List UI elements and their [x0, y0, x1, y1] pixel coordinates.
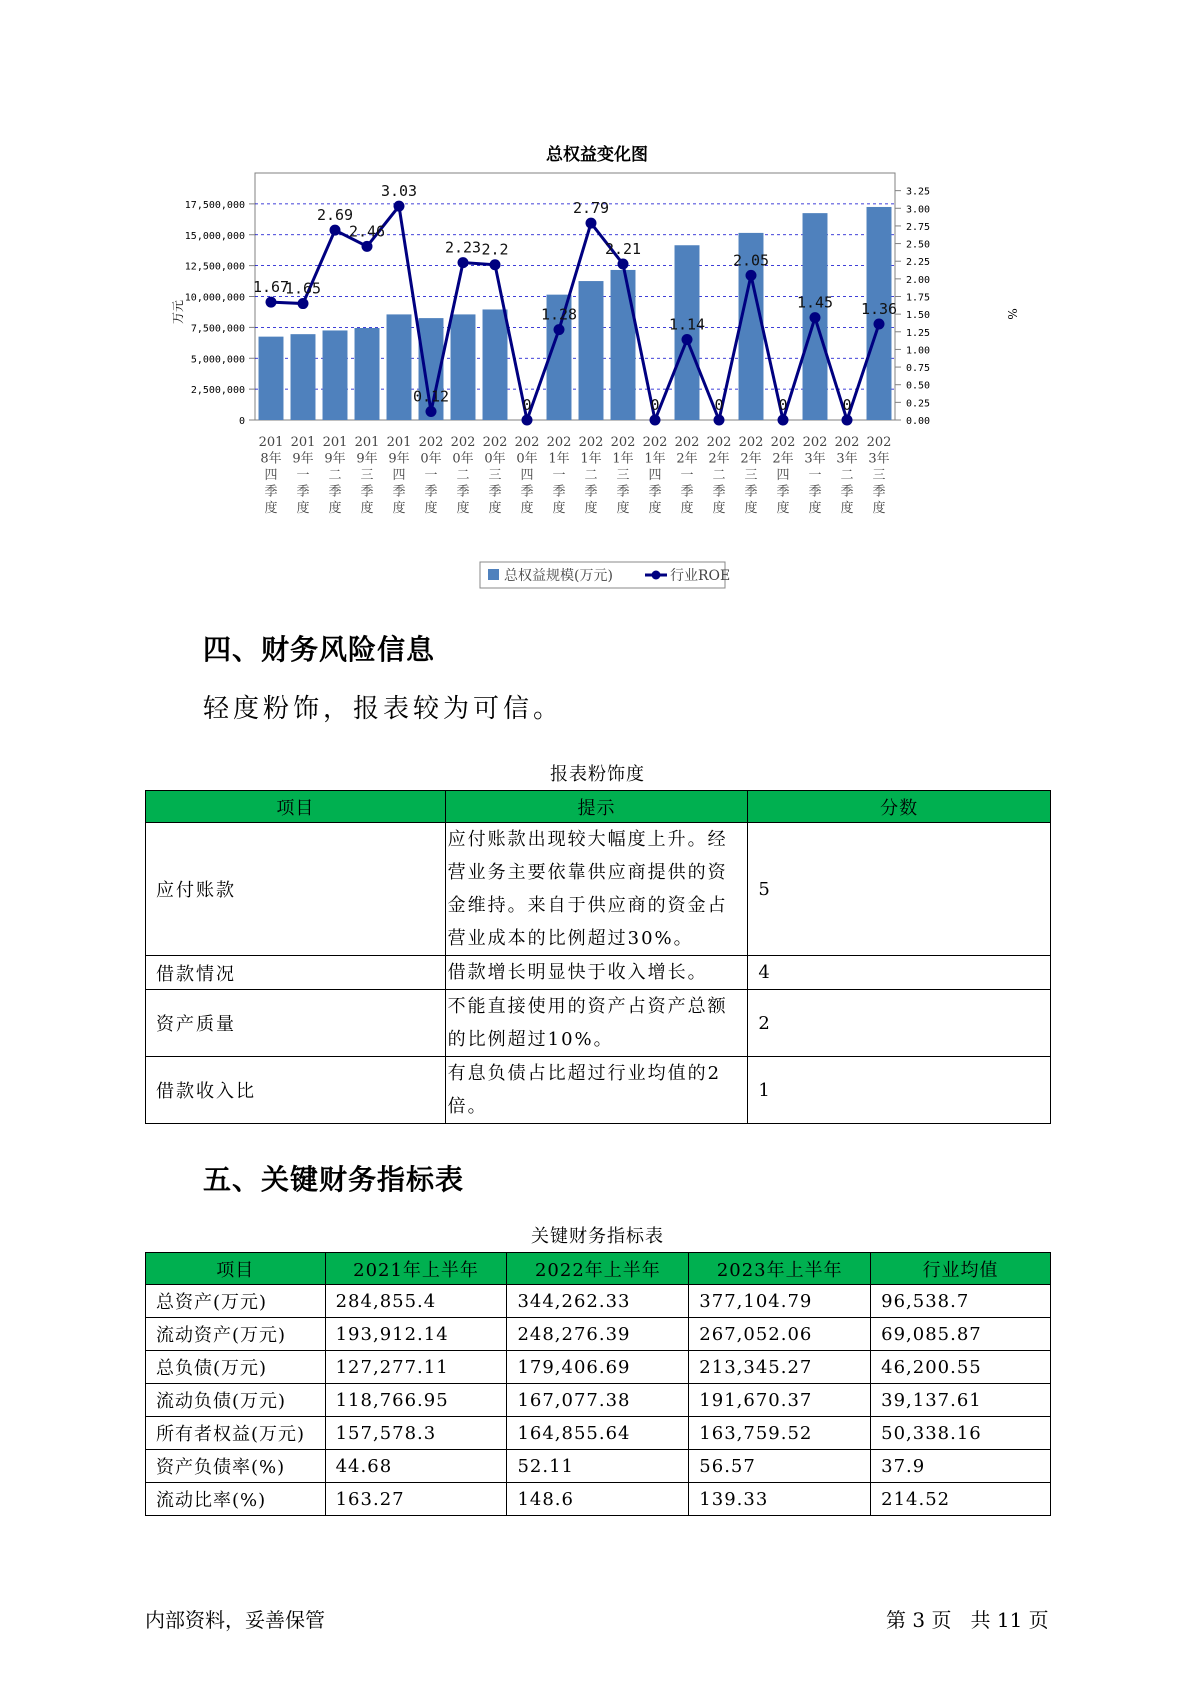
- roe-point: [746, 270, 757, 281]
- x-tick-label: 0年: [484, 451, 506, 467]
- roe-point: [842, 415, 853, 426]
- roe-data-label: 2.79: [572, 199, 610, 218]
- metric-value-cell: 44.68: [325, 1450, 507, 1483]
- x-tick-label: 2年: [740, 451, 762, 467]
- x-tick-label: 度: [616, 501, 630, 516]
- x-tick-label: 季: [296, 484, 310, 500]
- x-tick-label: 202: [482, 435, 508, 450]
- metric-value-cell: 96,538.7: [871, 1285, 1051, 1318]
- metric-value-cell: 284,855.4: [325, 1285, 507, 1318]
- y-right-tick-label: 2.75: [906, 221, 931, 233]
- x-tick-label: 202: [834, 435, 860, 450]
- equity-bar: [579, 281, 604, 420]
- x-tick-label: 度: [488, 501, 502, 516]
- metric-value-cell: 193,912.14: [325, 1318, 507, 1351]
- x-tick-label: 度: [424, 501, 438, 516]
- x-tick-label: 0年: [452, 451, 474, 467]
- x-tick-label: 季: [264, 484, 278, 500]
- x-tick-label: 季: [616, 484, 630, 500]
- metric-value-cell: 118,766.95: [325, 1384, 507, 1417]
- roe-point: [714, 415, 725, 426]
- x-tick-label: 季: [456, 484, 470, 500]
- roe-data-label: 2.69: [316, 206, 354, 225]
- x-tick-label: 度: [552, 501, 566, 516]
- x-tick-label: 三: [360, 468, 374, 483]
- metric-name-cell: 总负债(万元): [146, 1351, 326, 1384]
- metric-value-cell: 167,077.38: [507, 1384, 689, 1417]
- table-row: [146, 823, 1051, 956]
- metric-value-cell: 344,262.33: [507, 1285, 689, 1318]
- risk-item: 资产质量: [146, 990, 446, 1057]
- roe-point: [266, 297, 277, 308]
- equity-bar: [291, 334, 316, 420]
- y-right-tick-label: 1.25: [906, 327, 931, 339]
- roe-point: [330, 225, 341, 236]
- x-tick-label: 度: [744, 501, 758, 516]
- roe-data-label: 1.36: [860, 300, 898, 319]
- y-left-axis-title: 万元: [171, 299, 185, 325]
- roe-point: [810, 312, 821, 323]
- roe-point: [426, 406, 437, 417]
- equity-bar: [483, 309, 508, 420]
- risk-item: 借款情况: [146, 956, 446, 990]
- metric-value-cell: 50,338.16: [871, 1417, 1051, 1450]
- x-tick-label: 度: [808, 501, 822, 516]
- metric-value-cell: 191,670.37: [689, 1384, 871, 1417]
- x-tick-label: 四: [520, 468, 534, 483]
- x-tick-label: 201: [386, 435, 412, 450]
- x-tick-label: 度: [264, 501, 278, 516]
- roe-data-label: 3.03: [380, 182, 418, 201]
- roe-point: [618, 259, 629, 270]
- risk-hint: 借款增长明显快于收入增长。: [445, 956, 748, 990]
- y-right-axis-title: %: [1005, 308, 1019, 320]
- y-right-tick-label: 3.25: [906, 186, 931, 198]
- table-row: [146, 1285, 1051, 1318]
- key-header: 项目: [146, 1253, 326, 1285]
- x-tick-label: 季: [840, 484, 854, 500]
- x-tick-label: 度: [296, 501, 310, 516]
- metric-value-cell: 214.52: [871, 1483, 1051, 1516]
- x-tick-label: 三: [616, 468, 630, 483]
- x-tick-label: 1年: [612, 451, 634, 467]
- roe-point: [650, 415, 661, 426]
- y-right-tick-label: 1.75: [906, 292, 931, 304]
- x-tick-label: 度: [712, 501, 726, 516]
- x-tick-label: 四: [648, 468, 662, 483]
- key-header: 2023年上半年: [689, 1253, 871, 1285]
- metric-name-cell: 流动负债(万元): [146, 1384, 326, 1417]
- x-tick-label: 202: [738, 435, 764, 450]
- equity-bar: [259, 337, 284, 420]
- x-tick-label: 202: [706, 435, 732, 450]
- x-tick-label: 1年: [580, 451, 602, 467]
- x-tick-label: 201: [322, 435, 348, 450]
- equity-bar: [323, 330, 348, 420]
- legend-bar-label: 总权益规模(万元): [504, 568, 613, 584]
- risk-hint: 应付账款出现较大幅度上升。经营业务主要依靠供应商提供的资金维持。来自于供应商的资金占营业成本的比例超过30%。: [445, 823, 748, 956]
- roe-data-label: 2.05: [732, 251, 770, 270]
- table-row: [146, 1318, 1051, 1351]
- metric-value-cell: 267,052.06: [689, 1318, 871, 1351]
- x-tick-label: 1年: [548, 451, 570, 467]
- x-tick-label: 度: [328, 501, 342, 516]
- x-tick-label: 一: [808, 468, 822, 483]
- y-right-tick-label: 2.25: [906, 257, 931, 269]
- x-tick-label: 度: [872, 501, 886, 516]
- metric-name-cell: 流动资产(万元): [146, 1318, 326, 1351]
- metric-value-cell: 127,277.11: [325, 1351, 507, 1384]
- x-tick-label: 季: [680, 484, 694, 500]
- x-tick-label: 201: [290, 435, 316, 450]
- y-right-tick-label: 0.50: [906, 380, 931, 392]
- roe-point: [586, 218, 597, 229]
- y-left-tick-label: 15,000,000: [184, 230, 245, 242]
- risk-score: 1: [748, 1057, 1051, 1124]
- x-tick-label: 3年: [868, 451, 890, 467]
- legend-line-label: 行业ROE: [670, 568, 731, 584]
- x-tick-label: 季: [552, 484, 566, 500]
- metric-value-cell: 248,276.39: [507, 1318, 689, 1351]
- x-tick-label: 0年: [516, 451, 538, 467]
- roe-data-label: 0: [522, 396, 532, 414]
- metric-value-cell: 148.6: [507, 1483, 689, 1516]
- x-tick-label: 度: [648, 501, 662, 516]
- x-tick-label: 二: [584, 468, 598, 483]
- y-left-tick-label: 5,000,000: [190, 354, 245, 366]
- section4-paragraph: 轻度粉饰，报表较为可信。: [203, 694, 564, 724]
- key-table-header-row: [146, 1253, 1051, 1285]
- section5-heading: 五、关键财务指标表: [203, 1163, 465, 1196]
- risk-header-item: 项目: [146, 791, 446, 823]
- x-tick-label: 度: [520, 501, 534, 516]
- x-tick-label: 3年: [836, 451, 858, 467]
- roe-data-label: 1.45: [796, 293, 834, 312]
- metric-name-cell: 所有者权益(万元): [146, 1417, 326, 1450]
- x-tick-label: 季: [584, 484, 598, 500]
- x-tick-label: 9年: [292, 451, 314, 467]
- equity-chart-svg: [0, 0, 1191, 600]
- metric-value-cell: 163,759.52: [689, 1417, 871, 1450]
- x-tick-label: 202: [642, 435, 668, 450]
- x-tick-label: 2年: [676, 451, 698, 467]
- x-tick-label: 2年: [772, 451, 794, 467]
- x-tick-label: 季: [872, 484, 886, 500]
- risk-item: 应付账款: [146, 823, 446, 956]
- equity-chart: [0, 0, 1191, 600]
- roe-data-label: 0: [778, 396, 788, 414]
- x-tick-label: 一: [296, 468, 310, 483]
- y-right-tick-label: 0.75: [906, 363, 931, 375]
- table-row: [146, 956, 1051, 990]
- metric-value-cell: 163.27: [325, 1483, 507, 1516]
- x-tick-label: 三: [744, 468, 758, 483]
- x-tick-label: 度: [392, 501, 406, 516]
- equity-bar: [451, 314, 476, 420]
- roe-point: [778, 415, 789, 426]
- x-tick-label: 一: [552, 468, 566, 483]
- x-tick-label: 202: [418, 435, 444, 450]
- roe-data-label: 1.28: [540, 305, 578, 324]
- x-tick-label: 三: [488, 468, 502, 483]
- x-tick-label: 3年: [804, 451, 826, 467]
- x-tick-label: 二: [328, 468, 342, 483]
- risk-score: 2: [748, 990, 1051, 1057]
- x-tick-label: 季: [328, 484, 342, 500]
- risk-header-hint: 提示: [445, 791, 748, 823]
- footer-page-number: 第 3 页 共 11 页: [886, 1608, 1049, 1632]
- y-right-tick-label: 1.50: [906, 310, 931, 322]
- x-tick-label: 一: [424, 468, 438, 483]
- table-row: [146, 1057, 1051, 1124]
- key-metrics-table: [145, 1252, 1051, 1516]
- y-left-tick-label: 0: [238, 416, 245, 427]
- x-tick-label: 二: [456, 468, 470, 483]
- key-header: 2022年上半年: [507, 1253, 689, 1285]
- metric-value-cell: 139.33: [689, 1483, 871, 1516]
- x-tick-label: 一: [680, 468, 694, 483]
- y-right-tick-label: 2.00: [906, 274, 931, 286]
- x-tick-label: 三: [872, 468, 886, 483]
- x-tick-label: 201: [354, 435, 380, 450]
- x-tick-label: 二: [712, 468, 726, 483]
- roe-data-label: 0: [714, 396, 724, 414]
- x-tick-label: 202: [578, 435, 604, 450]
- x-tick-label: 度: [840, 501, 854, 516]
- x-tick-label: 0年: [420, 451, 442, 467]
- y-left-tick-label: 2,500,000: [190, 385, 245, 397]
- x-tick-label: 9年: [388, 451, 410, 467]
- roe-point: [490, 259, 501, 270]
- legend-bar-swatch: [488, 569, 499, 580]
- x-tick-label: 季: [392, 484, 406, 500]
- roe-data-label: 0: [842, 396, 852, 414]
- y-left-tick-label: 17,500,000: [184, 199, 245, 211]
- roe-point: [298, 298, 309, 309]
- risk-table: [145, 790, 1051, 1124]
- key-table-caption: 关键财务指标表: [531, 1226, 664, 1247]
- metric-value-cell: 52.11: [507, 1450, 689, 1483]
- x-tick-label: 季: [712, 484, 726, 500]
- x-tick-label: 202: [450, 435, 476, 450]
- x-tick-label: 202: [514, 435, 540, 450]
- x-tick-label: 8年: [260, 451, 282, 467]
- metric-value-cell: 179,406.69: [507, 1351, 689, 1384]
- y-right-tick-label: 3.00: [906, 204, 931, 216]
- footer-left: 内部资料，妥善保管: [145, 1608, 325, 1632]
- x-tick-label: 201: [258, 435, 284, 450]
- metric-name-cell: 资产负债率(%): [146, 1450, 326, 1483]
- x-tick-label: 202: [802, 435, 828, 450]
- roe-data-label: 1.65: [284, 279, 322, 298]
- x-tick-label: 季: [424, 484, 438, 500]
- legend-line-marker: [652, 571, 661, 580]
- equity-bar: [611, 270, 636, 420]
- y-right-tick-label: 0.25: [906, 398, 931, 410]
- roe-data-label: 2.21: [604, 240, 642, 259]
- x-tick-label: 季: [488, 484, 502, 500]
- metric-value-cell: 37.9: [871, 1450, 1051, 1483]
- metric-value-cell: 69,085.87: [871, 1318, 1051, 1351]
- y-left-tick-label: 12,500,000: [184, 261, 245, 273]
- x-tick-label: 季: [776, 484, 790, 500]
- metric-value-cell: 213,345.27: [689, 1351, 871, 1384]
- risk-table-header-row: [146, 791, 1051, 823]
- table-row: [146, 1384, 1051, 1417]
- roe-point: [554, 324, 565, 335]
- risk-item: 借款收入比: [146, 1057, 446, 1124]
- x-tick-label: 季: [360, 484, 374, 500]
- x-tick-label: 度: [776, 501, 790, 516]
- y-right-tick-label: 1.00: [906, 345, 931, 357]
- y-right-tick-label: 0.00: [906, 416, 931, 427]
- x-tick-label: 季: [520, 484, 534, 500]
- x-tick-label: 季: [648, 484, 662, 500]
- x-tick-label: 季: [744, 484, 758, 500]
- x-tick-label: 9年: [324, 451, 346, 467]
- x-tick-label: 1年: [644, 451, 666, 467]
- key-table-body: [146, 1285, 1051, 1516]
- roe-point: [874, 319, 885, 330]
- equity-bar: [387, 314, 412, 420]
- risk-hint: 有息负债占比超过行业均值的2倍。: [445, 1057, 748, 1124]
- metric-value-cell: 56.57: [689, 1450, 871, 1483]
- x-tick-label: 202: [674, 435, 700, 450]
- risk-hint: 不能直接使用的资产占资产总额的比例超过10%。: [445, 990, 748, 1057]
- table-row: [146, 1351, 1051, 1384]
- metric-value-cell: 157,578.3: [325, 1417, 507, 1450]
- roe-data-label: 0: [650, 396, 660, 414]
- roe-data-label: 1.67: [252, 278, 290, 297]
- x-tick-label: 四: [776, 468, 790, 483]
- x-tick-label: 202: [546, 435, 572, 450]
- x-tick-label: 度: [680, 501, 694, 516]
- y-left-tick-label: 7,500,000: [190, 323, 245, 335]
- y-right-tick-label: 2.50: [906, 239, 931, 251]
- roe-point: [362, 241, 373, 252]
- roe-point: [682, 334, 693, 345]
- roe-point: [394, 201, 405, 212]
- x-tick-label: 202: [610, 435, 636, 450]
- roe-data-label: 2.23: [444, 238, 482, 257]
- x-tick-label: 度: [584, 501, 598, 516]
- roe-data-label: 0.12: [412, 387, 450, 406]
- equity-bar: [355, 328, 380, 420]
- table-row: [146, 1417, 1051, 1450]
- roe-point: [522, 415, 533, 426]
- metric-value-cell: 39,137.61: [871, 1384, 1051, 1417]
- table-row: [146, 1483, 1051, 1516]
- risk-score: 4: [748, 956, 1051, 990]
- metric-value-cell: 46,200.55: [871, 1351, 1051, 1384]
- metric-value-cell: 164,855.64: [507, 1417, 689, 1450]
- metric-value-cell: 377,104.79: [689, 1285, 871, 1318]
- x-tick-label: 度: [360, 501, 374, 516]
- roe-data-label: 2.46: [348, 222, 386, 241]
- metric-name-cell: 流动比率(%): [146, 1483, 326, 1516]
- roe-point: [458, 257, 469, 268]
- table-row: [146, 990, 1051, 1057]
- key-header: 2021年上半年: [325, 1253, 507, 1285]
- x-tick-label: 202: [770, 435, 796, 450]
- x-tick-label: 9年: [356, 451, 378, 467]
- x-tick-label: 四: [264, 468, 278, 483]
- y-left-tick-label: 10,000,000: [184, 292, 245, 304]
- table-row: [146, 1450, 1051, 1483]
- x-tick-label: 二: [840, 468, 854, 483]
- roe-data-label: 1.14: [668, 315, 706, 334]
- key-header: 行业均值: [871, 1253, 1051, 1285]
- x-tick-label: 季: [808, 484, 822, 500]
- metric-name-cell: 总资产(万元): [146, 1285, 326, 1318]
- x-tick-label: 2年: [708, 451, 730, 467]
- x-tick-label: 度: [456, 501, 470, 516]
- chart-title: 总权益变化图: [546, 145, 648, 165]
- x-tick-label: 四: [392, 468, 406, 483]
- risk-table-caption: 报表粉饰度: [550, 764, 645, 785]
- roe-data-label: 2.2: [481, 240, 509, 259]
- risk-score: 5: [748, 823, 1051, 956]
- x-tick-label: 202: [866, 435, 892, 450]
- section4-heading: 四、财务风险信息: [203, 633, 436, 666]
- risk-header-score: 分数: [748, 791, 1051, 823]
